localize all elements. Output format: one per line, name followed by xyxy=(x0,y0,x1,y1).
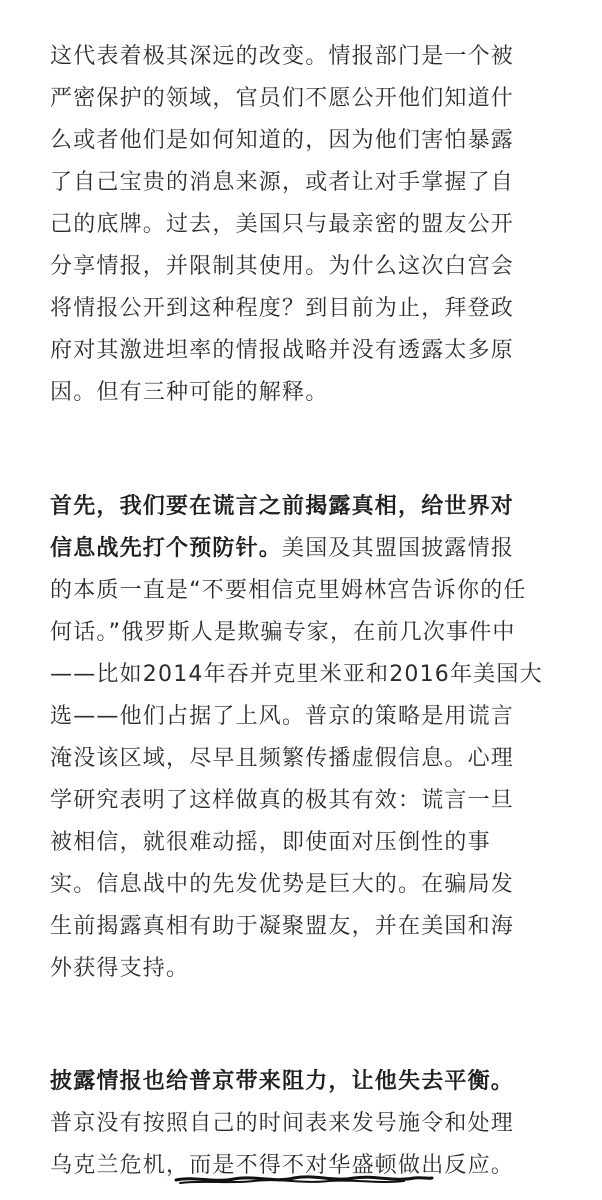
paragraph-2-line: ——比如2014年吞并克里米亚和2016年美国大 xyxy=(50,662,543,687)
paragraph-2-line: 何话。”俄罗斯人是欺骗专家，在前几次事件中 xyxy=(50,620,516,645)
paragraph-2-bold-line: 首先，我们要在谎言之前揭露真相，给世界对 xyxy=(50,494,515,519)
paragraph-3-line: 乌克兰危机，而是不得不对华盛顿做出反应。 xyxy=(50,1153,515,1178)
paragraph-2-line: 生前揭露真相有助于凝聚盟友，并在美国和海 xyxy=(50,914,515,939)
paragraph-2-line: 学研究表明了这样做真的极其有效：谎言一旦 xyxy=(50,788,515,813)
paragraph-1-line: 了自己宝贵的消息来源，或者让对手掌握了自 xyxy=(50,170,515,195)
paragraph-1-line: 府对其激进坦率的情报战略并没有透露太多原 xyxy=(50,338,515,363)
paragraph-3-line: 普京没有按照自己的时间表来发号施令和处理 xyxy=(50,1111,515,1136)
paragraph-1-line: 因。但有三种可能的解释。 xyxy=(50,380,329,405)
paragraph-2-line: 被相信，就很难动摇，即使面对压倒性的事 xyxy=(50,830,491,855)
paragraph-2-bold-fragment: 信息战先打个预防针。 xyxy=(50,536,283,561)
paragraph-1-line: 己的底牌。过去，美国只与最亲密的盟友公开 xyxy=(50,212,515,237)
paragraph-2-line: 实。信息战中的先发优势是巨大的。在骗局发 xyxy=(50,872,515,897)
paragraph-1-line: 将情报公开到这种程度？到目前为止，拜登政 xyxy=(50,296,515,321)
paragraph-2-line: 的本质一直是“不要相信克里姆林宫告诉你的任 xyxy=(50,578,527,603)
paragraph-2-line: 选——他们占据了上风。普京的策略是用谎言 xyxy=(50,704,515,729)
paragraph-2-regular-fragment: 美国及其盟国披露情报 xyxy=(282,536,515,561)
paragraph-1-line: 严密保护的领域，官员们不愿公开他们知道什 xyxy=(50,86,515,111)
paragraph-2-mixed-line xyxy=(50,529,514,569)
paragraph-1-line: 么或者他们是如何知道的，因为他们害怕暴露 xyxy=(50,128,515,153)
paragraph-2-line: 外获得支持。 xyxy=(50,956,190,981)
paragraph-3-bold-line: 披露情报也给普京带来阻力，让他失去平衡。 xyxy=(50,1069,515,1094)
paragraph-1-line: 这代表着极其深远的改变。情报部门是一个被 xyxy=(50,44,515,69)
scribble-underline-mark xyxy=(174,1172,434,1186)
paragraph-3-last-line xyxy=(50,1146,514,1186)
paragraph-2-line: 淹没该区域，尽早且频繁传播虚假信息。心理 xyxy=(50,746,515,771)
paragraph-1-line: 分享情报，并限制其使用。为什么这次白宫会 xyxy=(50,254,515,279)
